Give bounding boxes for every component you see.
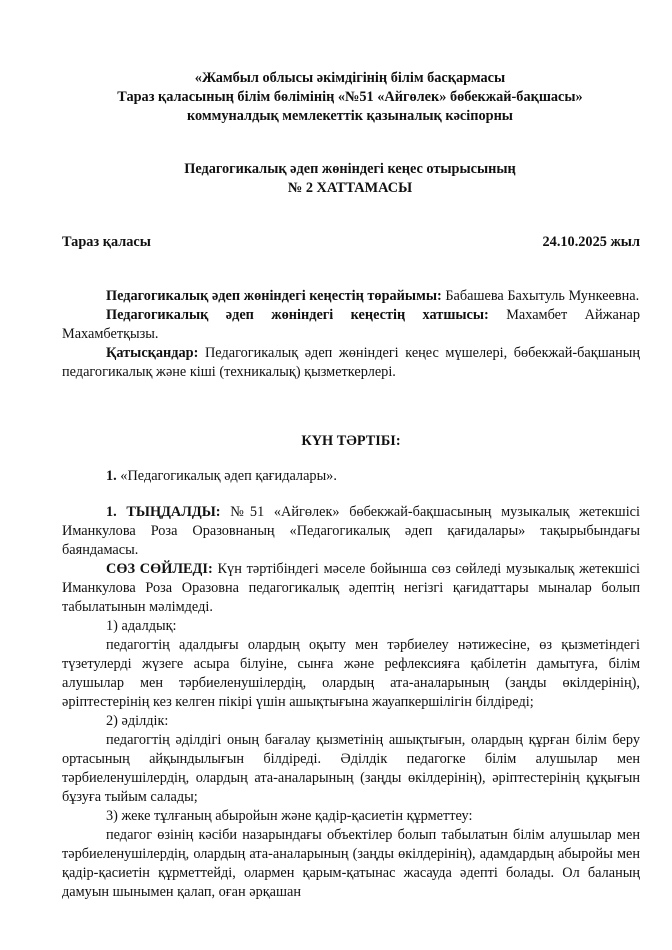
principle-3-text: педагог өзінің кәсіби назарындағы объектілер болып табылатын білім алушылар мен тәрбиеленушілердің, олардың ата-аналарының (заңды өкілдерінің), адамдардың абыройы мен қадір-қасиетін құрметтейді, олармен қарым-қатынас жасауда әдепті болады. Ол баланың дамуын шынымен қалап, оған әрқашан: [62, 827, 640, 900]
agenda-item-paragraph: [62, 467, 640, 486]
participants-label: Қатысқандар:: [106, 345, 199, 361]
secretary-name: Махамбет Айжанар Махамбетқызы.: [62, 307, 640, 342]
spoke-text: Күн тәртібіндегі мәселе бойынша сөз сөйледі музыкалық жетекшісі Иманкулова Роза Оразовна педагогикалық әдептің негізгі қағидаттары мыналар болып табылатынын мәлімдеді.: [62, 561, 641, 615]
org-line-2: Тараз қаласының білім бөлімінің «№51 «Айгөлек» бөбекжай-бақшасы»: [117, 89, 583, 105]
secretary-label: Педагогикалық әдеп жөніндегі кеңестің хатшысы:: [106, 307, 489, 323]
org-line-3: коммуналдық мемлекеттік қазыналық кәсіпорны: [187, 108, 513, 124]
participants-paragraph: [62, 344, 640, 382]
heard-text: №51 «Айгөлек» бөбекжай-бақшасының музыкалық жетекшісі Иманкулова Роза Оразовнаның «Педагогикалық әдеп қағидалары» тақырыбындағы баяндамасы.: [62, 504, 640, 558]
protocol-title-line-2: № 2 ХАТТАМАСЫ: [287, 180, 413, 196]
chair-label: Педагогикалық әдеп жөніндегі кеңестің төрайымы:: [106, 288, 442, 304]
agenda-title: КҮН ТӘРТІБІ:: [301, 433, 401, 449]
heard-label: 1. ТЫҢДАЛДЫ:: [106, 504, 221, 520]
protocol-title-line-1: Педагогикалық әдеп жөніндегі кеңес отырысының: [184, 161, 516, 177]
agenda-item: [62, 467, 640, 486]
organization-header: [60, 69, 640, 126]
date: 24.10.2025 жыл: [542, 234, 640, 250]
secretary-paragraph: [62, 306, 640, 344]
place: Тараз қаласы: [62, 234, 151, 250]
principle-2-title: 2) әділдік:: [106, 713, 169, 729]
chair-paragraph: [62, 287, 640, 306]
spoke-label: СӨЗ СӨЙЛЕДІ:: [106, 561, 213, 577]
agenda-item-number: 1.: [106, 468, 117, 484]
principle-1-title: 1) адалдық:: [106, 618, 177, 634]
org-line-1: «Жамбыл облысы әкімдігінің білім басқармасы: [194, 70, 506, 86]
chair-name: Бабашева Бахытуль Мункеевна.: [441, 288, 640, 304]
principle-3-title: 3) жеке тұлғаның абыройын және қадір-қасиетін құрметтеу:: [106, 808, 473, 824]
place-date-row: [62, 233, 640, 252]
spoke-paragraph: [62, 560, 640, 617]
agenda-item-text: «Педагогикалық әдеп қағидалары».: [116, 468, 337, 484]
heard-paragraph: [62, 503, 640, 560]
discussion-section: [62, 503, 640, 902]
principle-1-text: педагогтің адалдығы олардың оқыту мен тәрбиелеу нәтижесіне, өз қызметіндегі түзетулерді жүзеге асыра білуіне, сынға және рефлексияға қабілетін дамытуға, білім алушылар мен тәрбиеленушілердің, олардың ата-аналарының (заңды өкілдерінің), әріптестерінің кез келген пікірі үшін ашықтығына жауапкершілігін білдіреді;: [62, 637, 640, 710]
principle-2-text: педагогтің әділдігі оның бағалау қызметінің ашықтығын, олардың құрған білім беру ортасының айқындылығын білдіреді. Әділдік педагогке білім алушылар мен тәрбиеленушілердің, олардың ата-аналарының (заңды өкілдерінің), әріптестерінің құқығын бұзуға тыйым салады;: [62, 732, 640, 805]
participants-text: Педагогикалық әдеп жөніндегі кеңес мүшелері, бөбекжай-бақшаның педагогикалық және кіші (техникалық) қызметкерлері.: [62, 345, 640, 380]
attendance-section: [62, 287, 640, 382]
protocol-title: [60, 160, 640, 198]
